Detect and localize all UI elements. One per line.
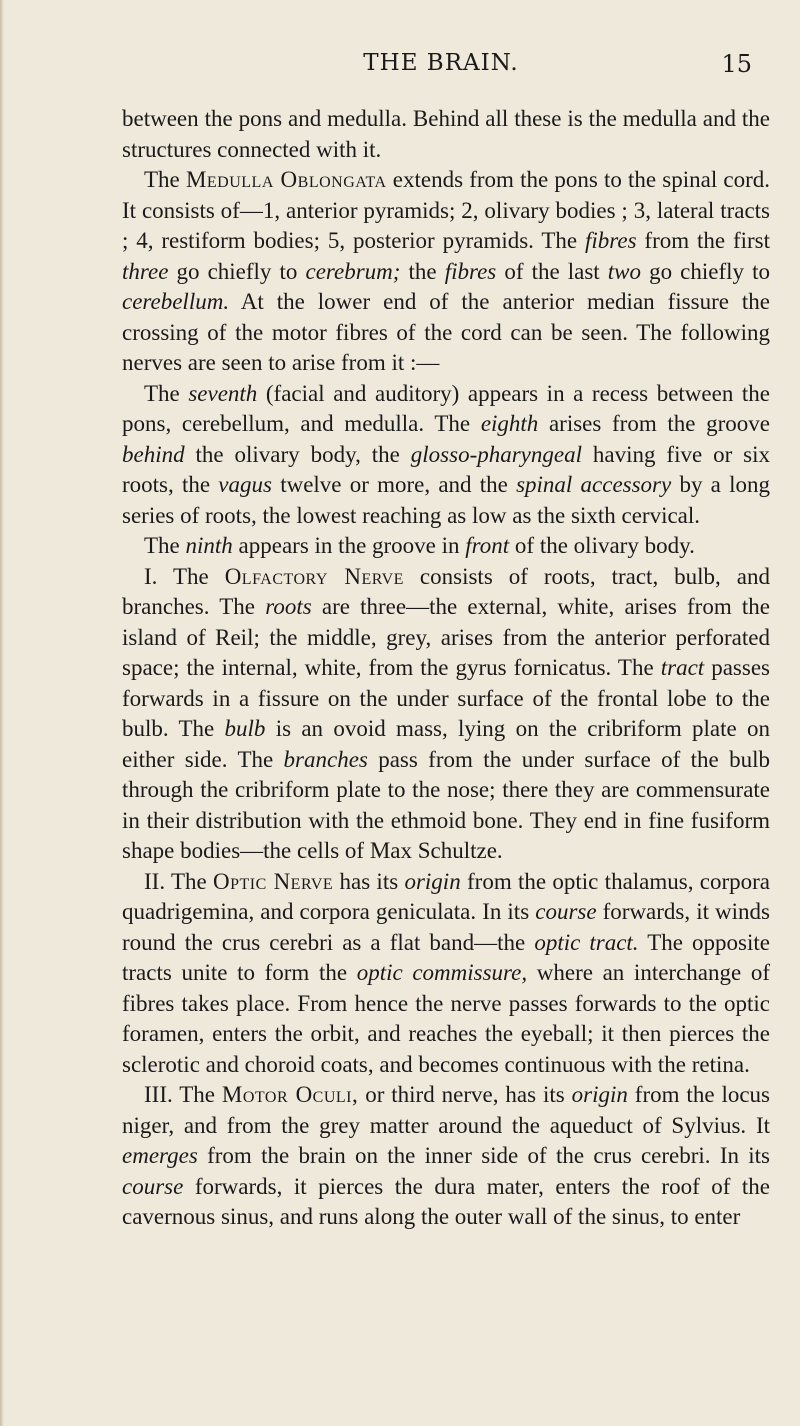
page-edge: [0, 0, 4, 1426]
page-number: 15: [721, 50, 752, 78]
paragraph-olfactory-nerve: I. The Olfactory Nerve consists of roots, tract, bulb, and branches. The roots are three—the external, white, arises from the island of Reil; the middle, grey, arises from the anterior perforated space; the internal, white, from the gyrus fornicatus. The tract passes forwards in a fissure on the under surface of the frontal lobe to the bulb. The bulb is an ovoid mass, lying on the cribriform plate on either side. The branches pass from the under surface of the bulb through the cribriform plate to the nose; there they are commensurate in their distribution with the ethmoid bone. They end in fine fusiform shape bodies—the cells of Max Schultze.: [122, 563, 771, 863]
page-header: [122, 48, 760, 82]
running-title: THE BRAIN.: [363, 50, 519, 76]
body-text: [122, 104, 770, 1233]
paragraph-seventh-nerve: The seventh (facial and auditory) appears in a recess between the pons, cerebellum, and medulla. The eighth arises from the groove behind the olivary body, the glosso-pharyngeal having five or six roots, the vagus twelve or more, and the spinal accessory by a long series of roots, the lowest reaching as low as the sixth cervical.: [122, 380, 771, 528]
paragraph-medulla-oblongata: The Medulla Oblongata extends from the pons to the spinal cord. It consists of—1, anterior pyramids; 2, olivary bodies ; 3, lateral tracts ; 4, restiform bodies; 5, posterior pyramids. The fibres from the first three go chiefly to cerebrum; the fibres of the last two go chiefly to cerebellum. At the lower end of the anterior median fissure the crossing of the motor fibres of the cord can be seen. The following nerves are seen to arise from it :—: [122, 167, 771, 375]
paragraph-motor-oculi: III. The Motor Oculi, or third nerve, has its origin from the locus niger, and from the grey matter around the aqueduct of Sylvius. It emerges from the brain on the inner side of the crus cerebri. In its course forwards, it pierces the dura mater, enters the roof of the cavernous sinus, and runs along the outer wall of the sinus, to enter: [122, 1082, 771, 1229]
paragraph-ninth-nerve: The ninth appears in the groove in front of the olivary body.: [144, 533, 695, 558]
paragraph-optic-nerve: II. The Optic Nerve has its origin from the optic thalamus, corpora quadrigemina, and corpora geniculata. In its course forwards, it winds round the crus cerebri as a flat band—the optic tract. The opposite tracts unite to form the optic commissure, where an interchange of fibres takes place. From hence the nerve passes forwards to the optic foramen, enters the orbit, and reaches the eyeball; it then pierces the sclerotic and choroid coats, and becomes continuous with the retina.: [122, 868, 771, 1077]
paragraph-continuation: between the pons and medulla. Behind all these is the medulla and the structures connected with it.: [122, 106, 770, 162]
